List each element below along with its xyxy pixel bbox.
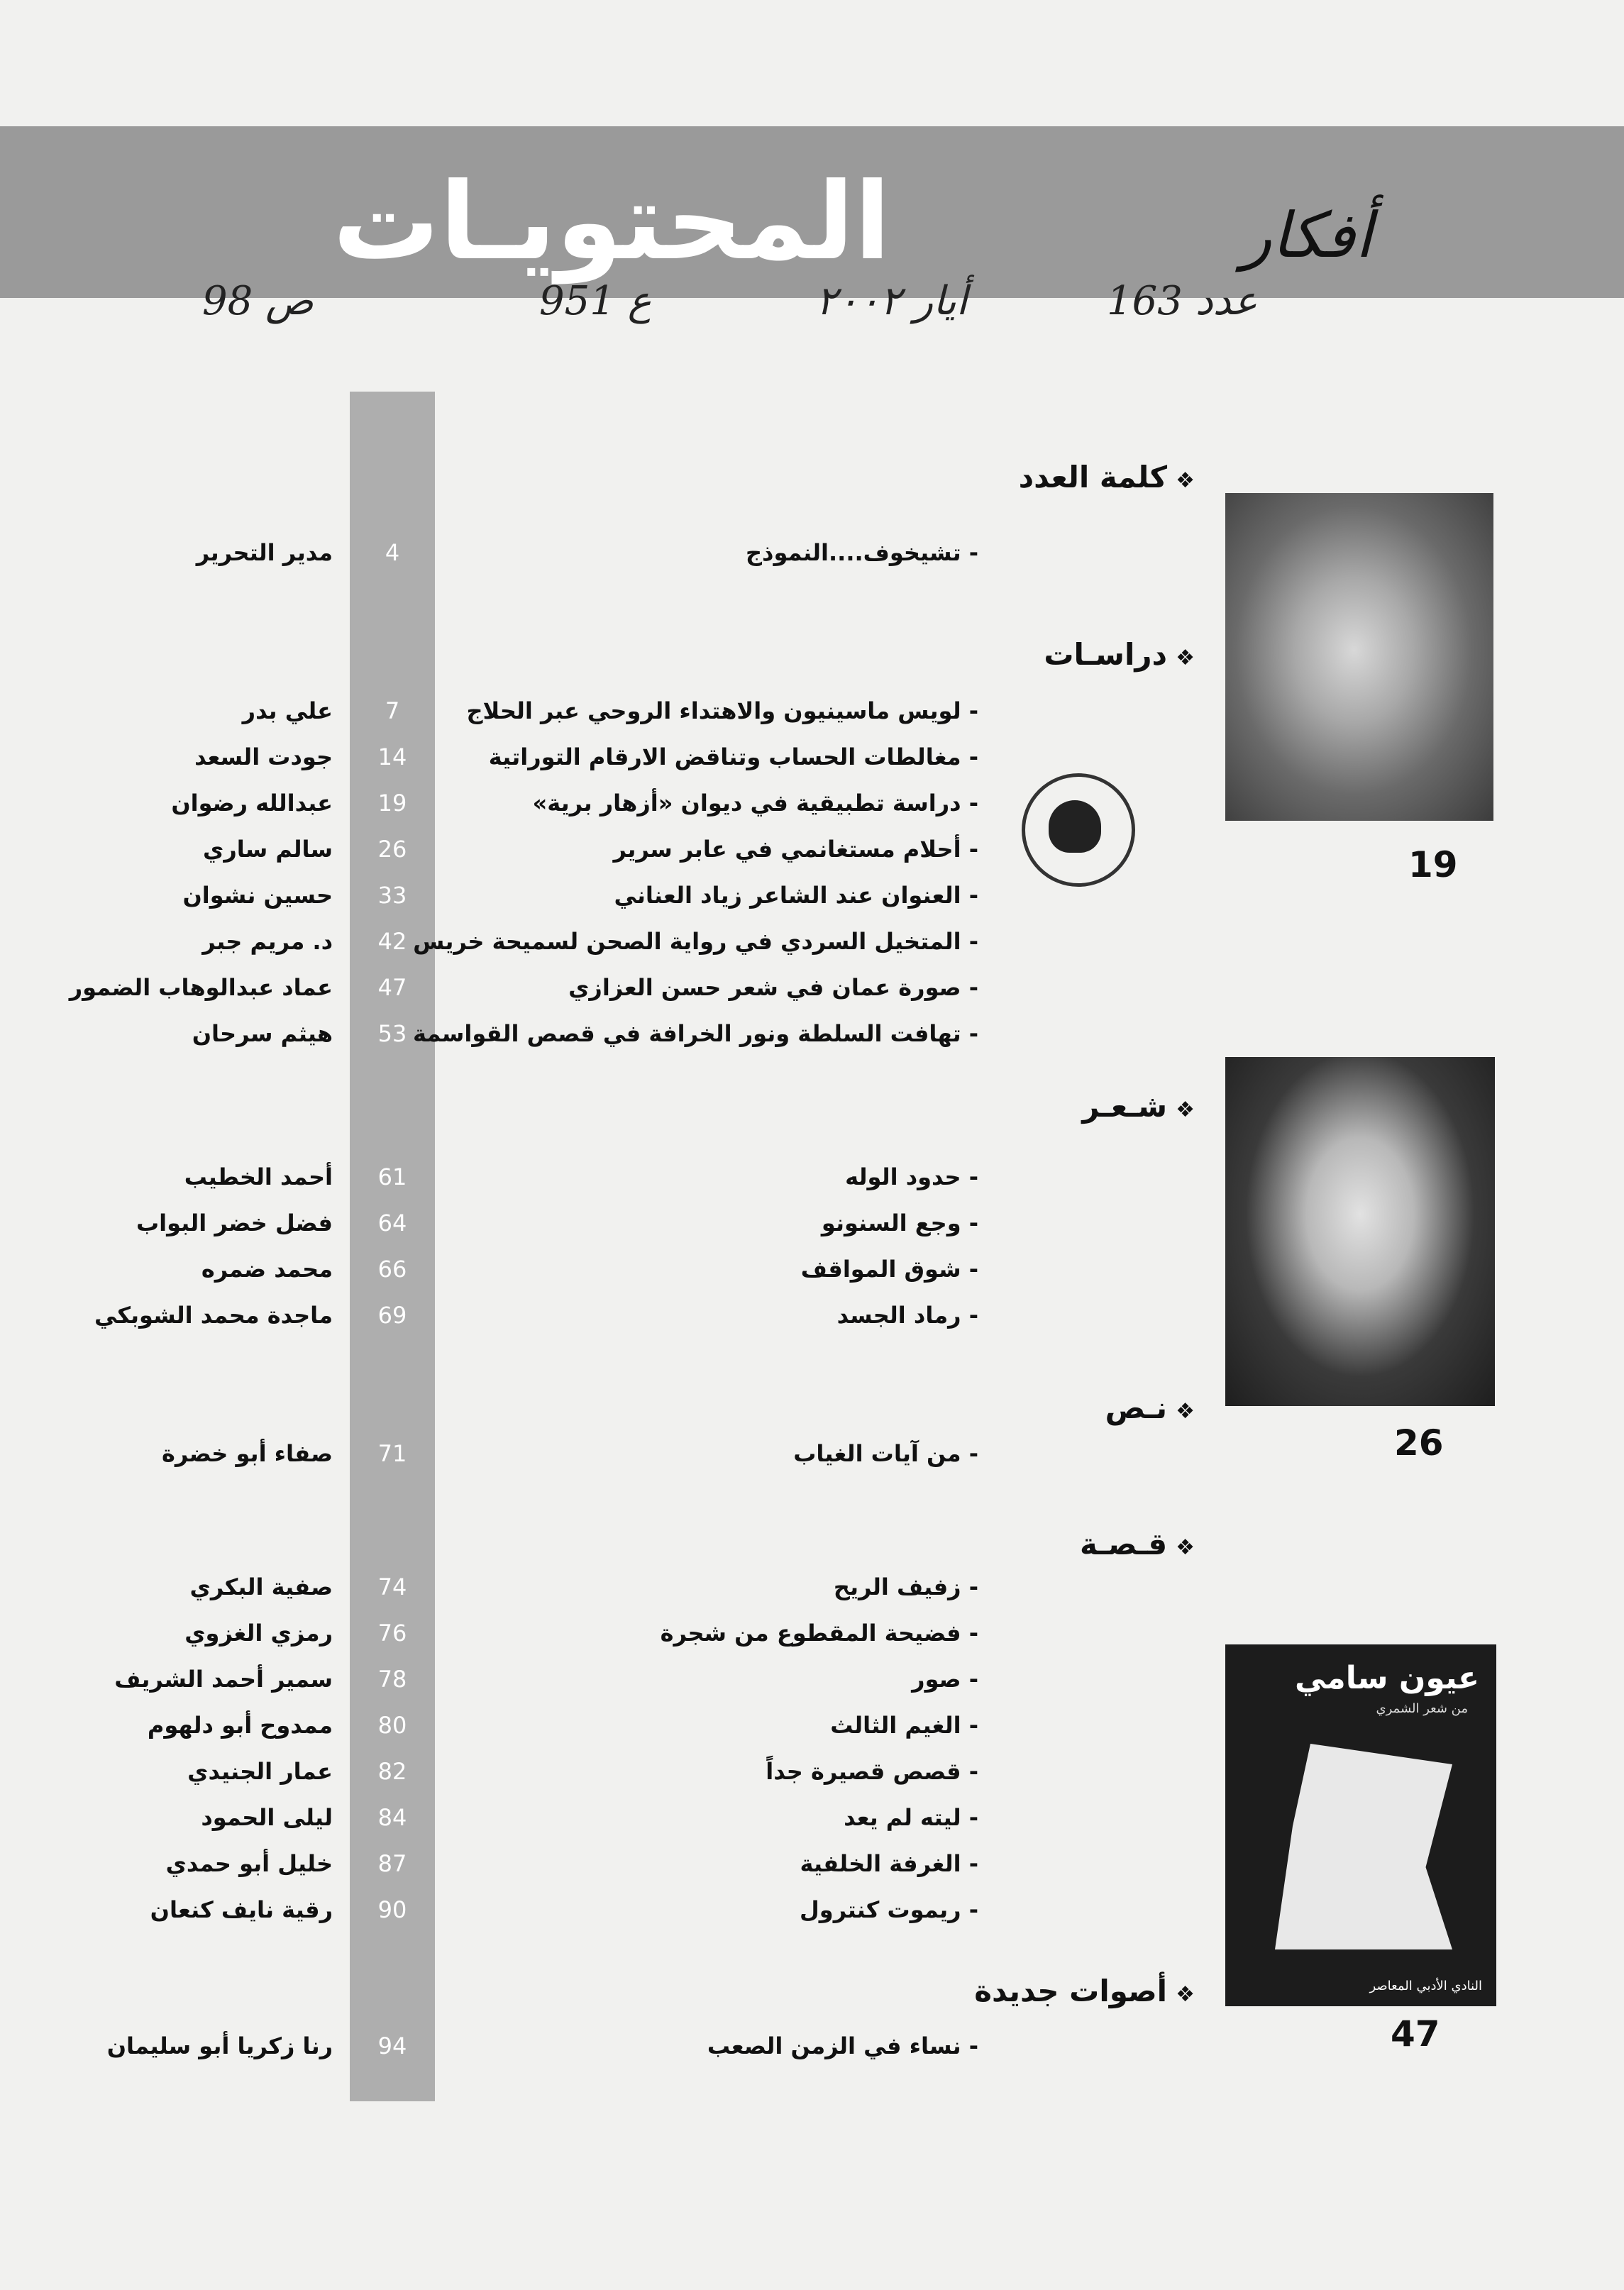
entry-page: 64	[377, 1210, 407, 1237]
cover-title: عيون سامي	[1294, 1660, 1479, 1696]
entry-title: - من آيات الغياب	[793, 1440, 978, 1467]
entry-title: - الغرفة الخلفية	[800, 1850, 978, 1877]
toc-entry[interactable]	[0, 928, 1624, 970]
handwritten-note: ع 951	[539, 278, 652, 324]
entry-title: - العنوان عند الشاعر زياد العناني	[614, 882, 978, 909]
entry-author: صفية البكري	[189, 1573, 333, 1600]
book-cover	[1225, 1644, 1496, 2006]
entry-title: - صورة عمان في شعر حسن العزازي	[568, 974, 978, 1001]
section-heading: ❖قـصـة	[1080, 1527, 1195, 1561]
toc-entry[interactable]	[0, 1020, 1624, 1063]
handwritten-note: أيار ٢٠٠٢	[816, 278, 968, 324]
entry-page: 42	[377, 928, 407, 955]
toc-entry[interactable]	[0, 1573, 1624, 1616]
entry-author: رمزي الغزوي	[184, 1620, 333, 1647]
entry-title: - نساء في الزمن الصعب	[707, 2032, 978, 2059]
toc-entry[interactable]	[0, 882, 1624, 924]
entry-author: فضل خضر البواب	[136, 1210, 333, 1237]
section-heading: ❖دراسـات	[1044, 637, 1195, 672]
entry-title: - شوق المواقف	[800, 1256, 978, 1283]
stamp-mark-inner	[1049, 800, 1101, 853]
entry-author: عمار الجنيدي	[187, 1758, 333, 1785]
entry-page: 84	[377, 1804, 407, 1831]
entry-author: مدير التحرير	[196, 539, 333, 566]
photo-page-number: 26	[1394, 1422, 1444, 1464]
entry-title: - قصص قصيرة جداً	[766, 1758, 978, 1785]
entry-page: 90	[377, 1896, 407, 1923]
entry-author: رقية نايف كنعان	[150, 1896, 333, 1923]
entry-title: - صور	[912, 1666, 978, 1693]
entry-page: 61	[377, 1163, 407, 1190]
entry-page: 33	[377, 882, 407, 909]
entry-title: - حدود الوله	[845, 1163, 978, 1190]
author-photo	[1225, 493, 1493, 821]
section-heading: ❖أصوات جديدة	[974, 1974, 1195, 2008]
entry-author: جودت السعد	[194, 743, 333, 770]
entry-page: 82	[377, 1758, 407, 1785]
entry-page: 26	[377, 836, 407, 863]
page-title: المحتويـات	[333, 160, 891, 284]
entry-title: - المتخيل السردي في رواية الصحن لسميحة خريس	[413, 928, 978, 955]
entry-page: 19	[377, 790, 407, 817]
entry-author: محمد ضمره	[201, 1256, 333, 1283]
entry-author: رنا زكريا أبو سليمان	[106, 2032, 333, 2059]
entry-author: عبدالله رضوان	[171, 790, 333, 817]
entry-title: - لويس ماسينيون والاهتداء الروحي عبر الحلاج	[466, 697, 978, 724]
entry-author: حسين نشوان	[182, 882, 333, 909]
entry-title: - زفيف الريح	[833, 1573, 978, 1600]
entry-author: ليلى الحمود	[201, 1804, 333, 1831]
section-heading: ❖شـعـر	[1082, 1089, 1195, 1124]
entry-page: 74	[377, 1573, 407, 1600]
entry-title: - ليته لم يعد	[844, 1804, 978, 1831]
entry-title: - وجع السنونو	[821, 1210, 978, 1237]
section-heading: ❖كلمة العدد	[1018, 460, 1195, 494]
toc-entry[interactable]	[0, 836, 1624, 878]
entry-page: 47	[377, 974, 407, 1001]
entry-page: 76	[377, 1620, 407, 1647]
entry-page: 69	[377, 1302, 407, 1329]
photo-page-number: 19	[1408, 844, 1458, 885]
entry-title: - أحلام مستغانمي في عابر سرير	[613, 836, 978, 863]
entry-page: 7	[385, 697, 400, 724]
entry-page: 53	[377, 1020, 407, 1047]
handwritten-note: ﻋﺪﺩ 163	[1107, 278, 1258, 324]
entry-title: - رماد الجسد	[836, 1302, 978, 1329]
entry-title: - مغالطات الحساب وتناقض الارقام التوراتية	[488, 743, 978, 770]
entry-author: علي بدر	[242, 697, 333, 724]
toc-entry[interactable]	[0, 1440, 1624, 1483]
author-photo	[1225, 1057, 1495, 1406]
entry-author: سالم ساري	[203, 836, 333, 863]
entry-title: - ريموت كنترول	[800, 1896, 978, 1923]
entry-author: أحمد الخطيب	[184, 1163, 333, 1190]
entry-author: هيثم سرحان	[192, 1020, 333, 1047]
cover-publisher: النادي الأدبي المعاصر	[1369, 1979, 1482, 1993]
entry-page: 66	[377, 1256, 407, 1283]
entry-page: 14	[377, 743, 407, 770]
cover-artwork	[1275, 1744, 1452, 1949]
entry-author: ممدوح أبو دلهوم	[147, 1712, 333, 1739]
entry-author: سمير أحمد الشريف	[114, 1666, 333, 1693]
entry-title: - فضيحة المقطوع من شجرة	[660, 1620, 978, 1647]
section-heading: ❖نـص	[1105, 1390, 1195, 1425]
entry-author: ماجدة محمد الشوبكي	[94, 1302, 333, 1329]
entry-author: عماد عبدالوهاب الضمور	[69, 974, 333, 1001]
entry-title: - تشيخوف....النموذج	[745, 539, 978, 566]
entry-page: 87	[377, 1850, 407, 1877]
photo-page-number: 47	[1391, 2013, 1440, 2054]
toc-entry[interactable]	[0, 974, 1624, 1017]
entry-page: 78	[377, 1666, 407, 1693]
entry-title: - تهافت السلطة ونور الخرافة في قصص القواسمة	[413, 1020, 978, 1047]
entry-author: د. مريم جبر	[202, 928, 333, 955]
entry-page: 4	[385, 539, 400, 566]
entry-author: صفاء أبو خضرة	[161, 1440, 333, 1467]
entry-title: - دراسة تطبيقية في ديوان «أزهار برية»	[532, 790, 978, 817]
entry-page: 80	[377, 1712, 407, 1739]
cover-subtitle: من شعر الشمري	[1376, 1701, 1468, 1716]
entry-author: خليل أبو حمدي	[165, 1850, 333, 1877]
magazine-logo: أفكار	[1242, 199, 1373, 272]
entry-page: 71	[377, 1440, 407, 1467]
handwritten-note: ص 98	[202, 278, 314, 324]
entry-page: 94	[377, 2032, 407, 2059]
entry-title: - الغيم الثالث	[830, 1712, 978, 1739]
toc-entry[interactable]	[0, 2032, 1624, 2075]
